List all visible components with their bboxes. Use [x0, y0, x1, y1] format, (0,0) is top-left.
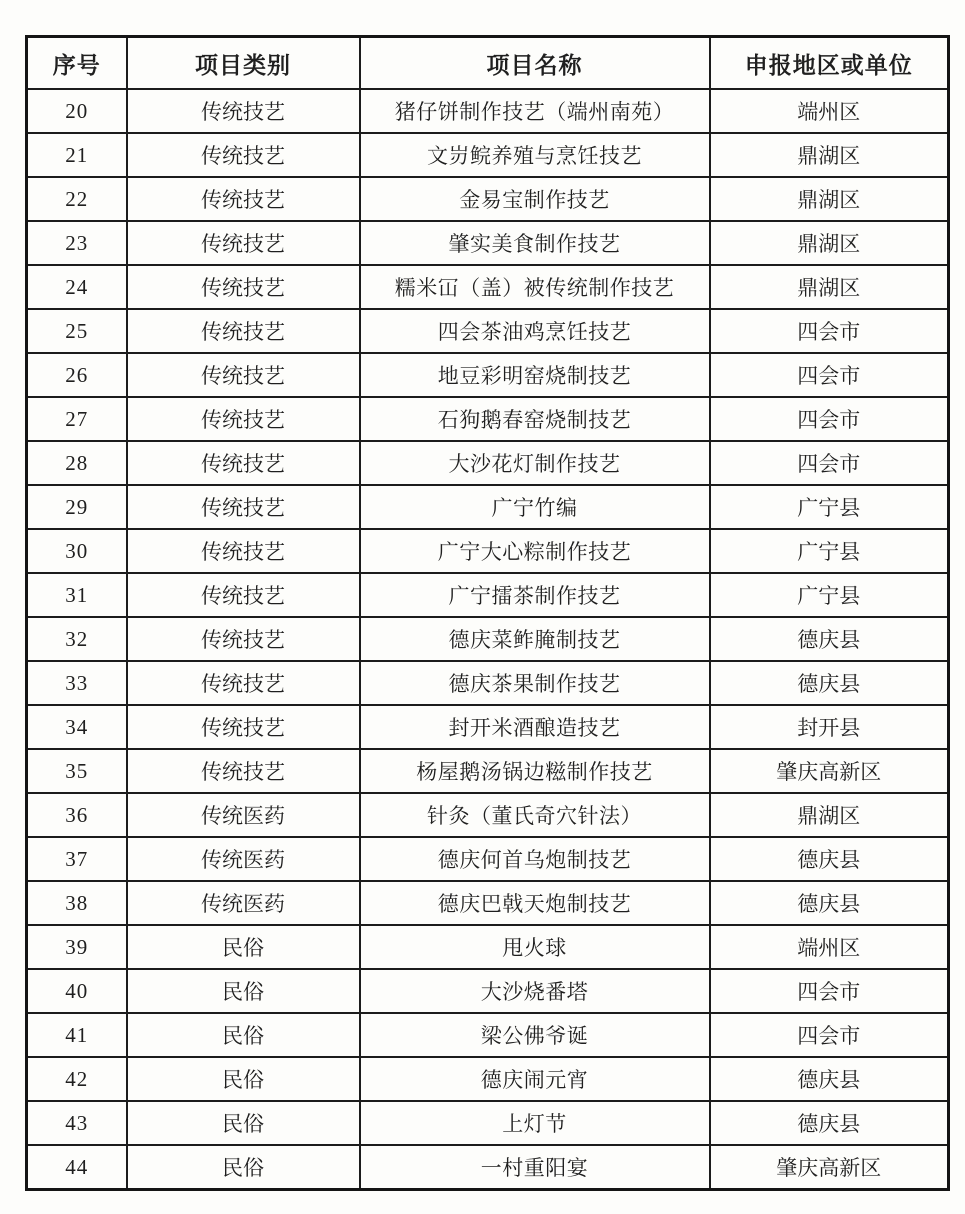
serial-number-cell: 28 [27, 441, 127, 485]
project-category-cell: 传统技艺 [127, 89, 360, 133]
project-name-cell: 封开米酒酿造技艺 [360, 705, 710, 749]
table-row [27, 749, 949, 793]
declaring-region-cell: 广宁县 [710, 529, 949, 573]
serial-number-cell: 41 [27, 1013, 127, 1057]
serial-number-cell: 35 [27, 749, 127, 793]
project-name-cell: 德庆巴戟天炮制技艺 [360, 881, 710, 925]
serial-number-cell: 23 [27, 221, 127, 265]
column-header-project-name: 项目名称 [360, 37, 710, 90]
table-row [27, 661, 949, 705]
declaring-region-cell: 四会市 [710, 397, 949, 441]
declaring-region-cell: 广宁县 [710, 573, 949, 617]
project-name-cell: 猪仔饼制作技艺（端州南苑） [360, 89, 710, 133]
project-category-cell: 传统技艺 [127, 265, 360, 309]
declaring-region-cell: 德庆县 [710, 661, 949, 705]
project-name-cell: 上灯节 [360, 1101, 710, 1145]
table-row [27, 265, 949, 309]
declaring-region-cell: 四会市 [710, 441, 949, 485]
declaring-region-cell: 鼎湖区 [710, 177, 949, 221]
project-category-cell: 传统技艺 [127, 221, 360, 265]
table-row [27, 969, 949, 1013]
project-category-cell: 传统技艺 [127, 397, 360, 441]
serial-number-cell: 39 [27, 925, 127, 969]
serial-number-cell: 25 [27, 309, 127, 353]
declaring-region-cell: 德庆县 [710, 617, 949, 661]
serial-number-cell: 26 [27, 353, 127, 397]
serial-number-cell: 44 [27, 1145, 127, 1190]
project-category-cell: 民俗 [127, 1057, 360, 1101]
declaring-region-cell: 四会市 [710, 969, 949, 1013]
project-category-cell: 传统技艺 [127, 705, 360, 749]
project-name-cell: 石狗鹅春窑烧制技艺 [360, 397, 710, 441]
declaring-region-cell: 四会市 [710, 1013, 949, 1057]
project-name-cell: 大沙花灯制作技艺 [360, 441, 710, 485]
project-category-cell: 传统技艺 [127, 353, 360, 397]
declaring-region-cell: 鼎湖区 [710, 793, 949, 837]
declaring-region-cell: 四会市 [710, 353, 949, 397]
serial-number-cell: 20 [27, 89, 127, 133]
project-name-cell: 地豆彩明窑烧制技艺 [360, 353, 710, 397]
serial-number-cell: 38 [27, 881, 127, 925]
table-body [27, 89, 949, 1190]
heritage-projects-table [25, 35, 950, 1191]
table-row [27, 1057, 949, 1101]
project-name-cell: 金易宝制作技艺 [360, 177, 710, 221]
table-row [27, 89, 949, 133]
table-row [27, 1145, 949, 1190]
project-category-cell: 传统技艺 [127, 309, 360, 353]
serial-number-cell: 42 [27, 1057, 127, 1101]
table-row [27, 617, 949, 661]
project-category-cell: 传统技艺 [127, 133, 360, 177]
declaring-region-cell: 德庆县 [710, 1101, 949, 1145]
project-name-cell: 文岃鲩养殖与烹饪技艺 [360, 133, 710, 177]
project-category-cell: 传统医药 [127, 881, 360, 925]
project-name-cell: 德庆菜鲊腌制技艺 [360, 617, 710, 661]
project-name-cell: 针灸（董氏奇穴针法） [360, 793, 710, 837]
column-header-serial-number: 序号 [27, 37, 127, 90]
project-category-cell: 传统医药 [127, 793, 360, 837]
table-row [27, 441, 949, 485]
table-header-row [27, 37, 949, 90]
project-name-cell: 肇实美食制作技艺 [360, 221, 710, 265]
table-row [27, 705, 949, 749]
declaring-region-cell: 端州区 [710, 89, 949, 133]
declaring-region-cell: 肇庆高新区 [710, 749, 949, 793]
table-row [27, 793, 949, 837]
project-category-cell: 传统技艺 [127, 441, 360, 485]
table-row [27, 353, 949, 397]
serial-number-cell: 40 [27, 969, 127, 1013]
project-name-cell: 广宁大心粽制作技艺 [360, 529, 710, 573]
table-row [27, 397, 949, 441]
project-category-cell: 传统技艺 [127, 661, 360, 705]
table-row [27, 837, 949, 881]
project-name-cell: 广宁擂茶制作技艺 [360, 573, 710, 617]
declaring-region-cell: 鼎湖区 [710, 265, 949, 309]
project-category-cell: 传统医药 [127, 837, 360, 881]
project-category-cell: 民俗 [127, 925, 360, 969]
project-category-cell: 民俗 [127, 1101, 360, 1145]
serial-number-cell: 37 [27, 837, 127, 881]
project-category-cell: 传统技艺 [127, 617, 360, 661]
column-header-project-category: 项目类别 [127, 37, 360, 90]
project-name-cell: 杨屋鹅汤锅边糍制作技艺 [360, 749, 710, 793]
project-category-cell: 传统技艺 [127, 177, 360, 221]
project-name-cell: 四会茶油鸡烹饪技艺 [360, 309, 710, 353]
project-name-cell: 德庆闹元宵 [360, 1057, 710, 1101]
project-name-cell: 德庆何首乌炮制技艺 [360, 837, 710, 881]
declaring-region-cell: 封开县 [710, 705, 949, 749]
column-header-declaring-region: 申报地区或单位 [710, 37, 949, 90]
serial-number-cell: 24 [27, 265, 127, 309]
project-category-cell: 民俗 [127, 1145, 360, 1190]
serial-number-cell: 27 [27, 397, 127, 441]
table-row [27, 133, 949, 177]
declaring-region-cell: 四会市 [710, 309, 949, 353]
project-category-cell: 传统技艺 [127, 749, 360, 793]
project-name-cell: 糯米冚（盖）被传统制作技艺 [360, 265, 710, 309]
table-row [27, 925, 949, 969]
table-row [27, 177, 949, 221]
declaring-region-cell: 广宁县 [710, 485, 949, 529]
project-category-cell: 传统技艺 [127, 529, 360, 573]
declaring-region-cell: 德庆县 [710, 1057, 949, 1101]
table-row [27, 1101, 949, 1145]
table-row [27, 1013, 949, 1057]
serial-number-cell: 30 [27, 529, 127, 573]
serial-number-cell: 43 [27, 1101, 127, 1145]
table-row [27, 221, 949, 265]
serial-number-cell: 34 [27, 705, 127, 749]
serial-number-cell: 29 [27, 485, 127, 529]
project-name-cell: 甩火球 [360, 925, 710, 969]
table-row [27, 309, 949, 353]
declaring-region-cell: 端州区 [710, 925, 949, 969]
declaring-region-cell: 鼎湖区 [710, 133, 949, 177]
serial-number-cell: 22 [27, 177, 127, 221]
project-category-cell: 民俗 [127, 969, 360, 1013]
declaring-region-cell: 德庆县 [710, 881, 949, 925]
table-row [27, 881, 949, 925]
project-category-cell: 民俗 [127, 1013, 360, 1057]
declaring-region-cell: 肇庆高新区 [710, 1145, 949, 1190]
serial-number-cell: 33 [27, 661, 127, 705]
serial-number-cell: 21 [27, 133, 127, 177]
project-name-cell: 广宁竹编 [360, 485, 710, 529]
table-row [27, 529, 949, 573]
project-category-cell: 传统技艺 [127, 485, 360, 529]
serial-number-cell: 32 [27, 617, 127, 661]
project-name-cell: 德庆茶果制作技艺 [360, 661, 710, 705]
project-name-cell: 一村重阳宴 [360, 1145, 710, 1190]
declaring-region-cell: 德庆县 [710, 837, 949, 881]
table-row [27, 573, 949, 617]
project-name-cell: 大沙烧番塔 [360, 969, 710, 1013]
project-category-cell: 传统技艺 [127, 573, 360, 617]
serial-number-cell: 31 [27, 573, 127, 617]
project-name-cell: 梁公佛爷诞 [360, 1013, 710, 1057]
serial-number-cell: 36 [27, 793, 127, 837]
declaring-region-cell: 鼎湖区 [710, 221, 949, 265]
table-row [27, 485, 949, 529]
